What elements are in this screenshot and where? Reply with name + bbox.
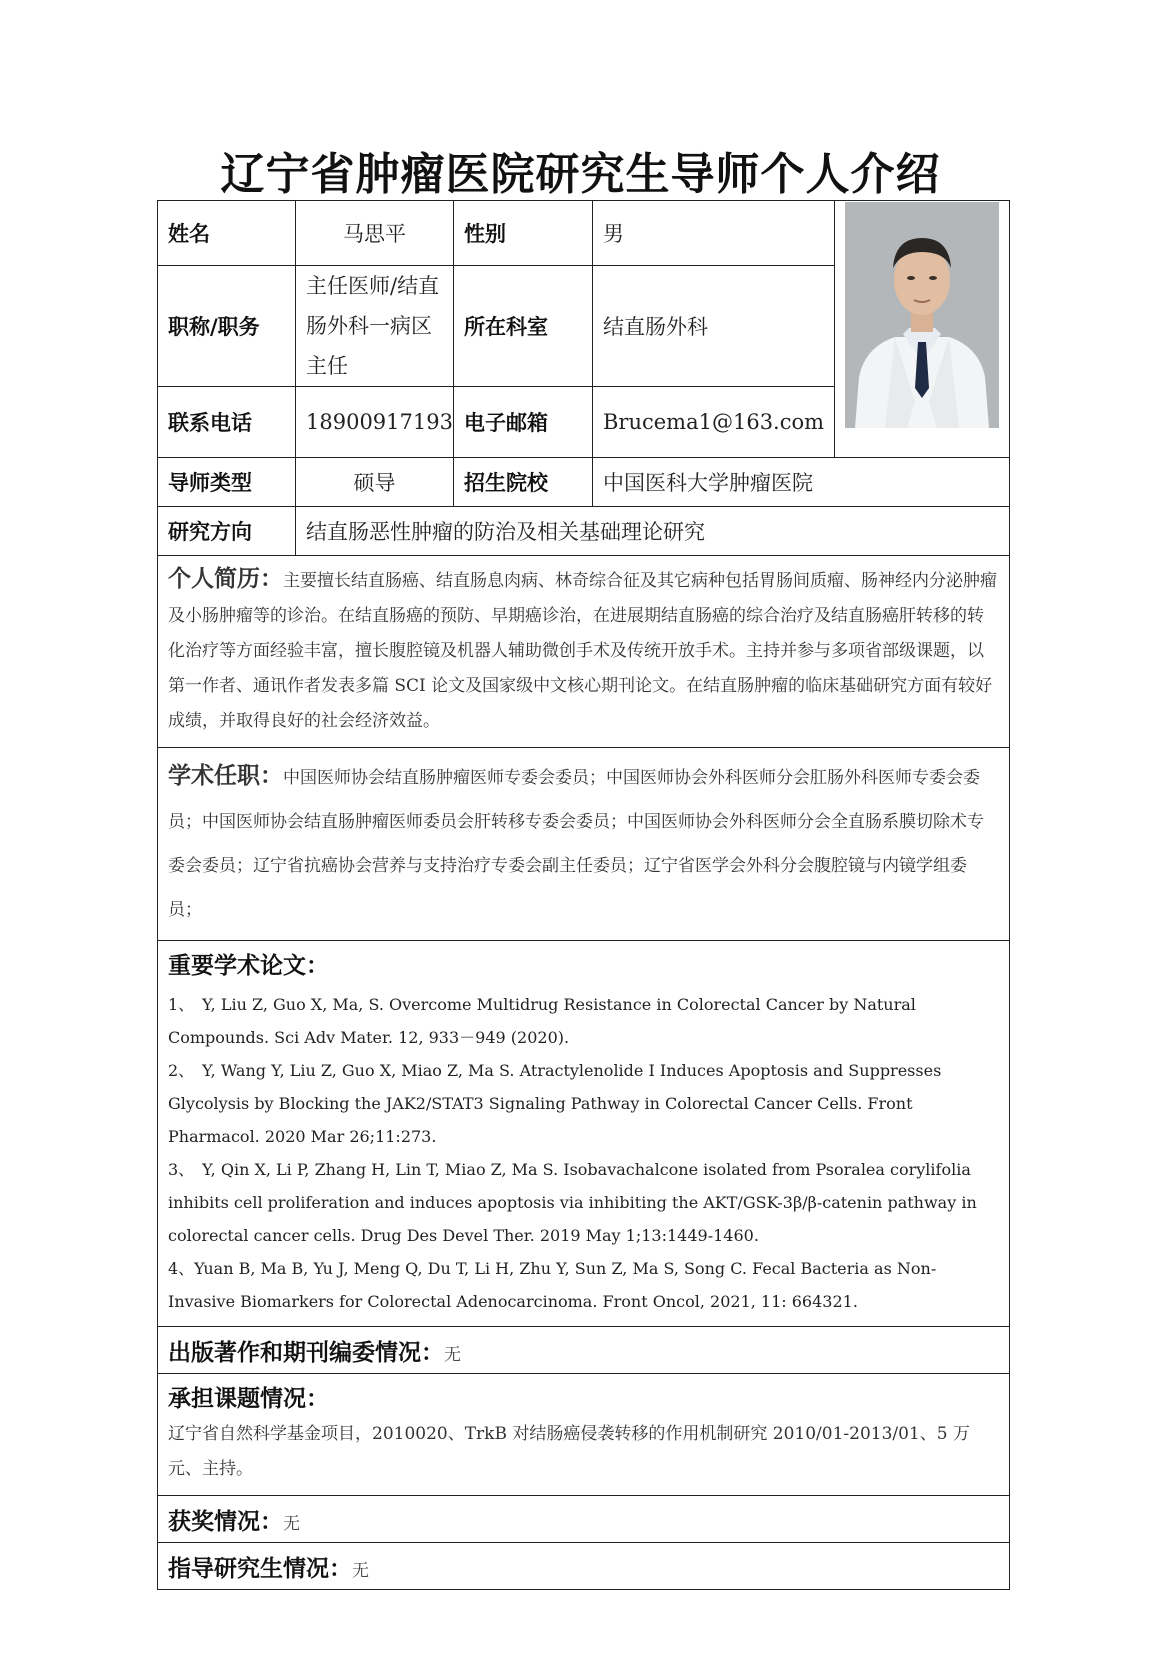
publications-value: 无	[444, 1344, 461, 1365]
awards-label: 获奖情况：	[168, 1508, 283, 1535]
mentor-type-value: 硕导	[296, 458, 454, 507]
projects-section	[158, 1374, 1010, 1496]
row-students	[158, 1543, 1010, 1590]
resume-section	[158, 556, 1010, 748]
students-value: 无	[352, 1560, 369, 1581]
row-resume	[158, 556, 1010, 748]
resume-label: 个人简历：	[168, 566, 283, 592]
publications-label: 出版著作和期刊编委情况：	[168, 1339, 444, 1366]
awards-value: 无	[283, 1513, 300, 1534]
dept-label: 所在科室	[454, 266, 593, 387]
paper-item: 2、 Y, Wang Y, Liu Z, Guo X, Miao Z, Ma S. Atractylenolide I Induces Apoptosis and Suppresses Glycolysis by Blocking the JAK2/STAT3 Signaling Pathway in Colorectal Cancer Cells. Front Pharmacol. 2020 Mar 26;11:273.	[168, 1061, 942, 1146]
research-label: 研究方向	[158, 507, 296, 556]
school-label: 招生院校	[454, 458, 593, 507]
page-title: 辽宁省肿瘤医院研究生导师个人介绍	[220, 149, 941, 200]
row-papers	[158, 941, 1010, 1327]
row-research	[158, 507, 1010, 556]
email-value: Brucema1@163.com	[593, 387, 835, 458]
school-value: 中国医科大学肿瘤医院	[593, 458, 1010, 507]
positions-label: 学术任职：	[168, 763, 283, 789]
row-mentor	[158, 458, 1010, 507]
row-positions	[158, 748, 1010, 941]
title-value: 主任医师/结直肠外科一病区主任	[296, 266, 454, 387]
paper-item: 3、 Y, Qin X, Li P, Zhang H, Lin T, Miao Z, Ma S. Isobavachalcone isolated from Psoralea corylifolia inhibits cell proliferation and induces apoptosis via inhibiting the AKT/GSK-3β/β-catenin pathway in colorectal cancer cells. Drug Des Devel Ther. 2019 May 1;13:1449-1460.	[168, 1160, 977, 1245]
paper-item: 4、Yuan B, Ma B, Yu J, Meng Q, Du T, Li H, Zhu Y, Sun Z, Ma S, Song C. Fecal Bacteria as Non-Invasive Biomarkers for Colorectal Adenocarcinoma. Front Oncol, 2021, 11: 664321.	[168, 1259, 937, 1311]
paper-item: 1、 Y, Liu Z, Guo X, Ma, S. Overcome Multidrug Resistance in Colorectal Cancer by Natural Compounds. Sci Adv Mater. 12, 933－949 (2020).	[168, 995, 916, 1047]
title-label: 职称/职务	[158, 266, 296, 387]
row-publications	[158, 1327, 1010, 1374]
papers-section	[158, 941, 1010, 1327]
dept-value: 结直肠外科	[593, 266, 835, 387]
students-section	[158, 1543, 1010, 1590]
publications-section	[158, 1327, 1010, 1374]
profile-table	[157, 200, 1010, 1590]
row-awards	[158, 1496, 1010, 1543]
awards-section	[158, 1496, 1010, 1543]
gender-label: 性别	[454, 201, 593, 266]
email-label: 电子邮箱	[454, 387, 593, 458]
phone-value: 18900917193	[296, 387, 454, 458]
mentor-type-label: 导师类型	[158, 458, 296, 507]
row-projects	[158, 1374, 1010, 1496]
phone-label: 联系电话	[158, 387, 296, 458]
portrait-photo	[845, 202, 999, 428]
projects-text: 辽宁省自然科学基金项目，2010020、TrkB 对结肠癌侵袭转移的作用机制研究 2010/01-2013/01、5 万元、主持。	[168, 1424, 970, 1479]
resume-text: 主要擅长结直肠癌、结直肠息肉病、林奇综合征及其它病种包括胃肠间质瘤、肠神经内分泌肿瘤及小肠肿瘤等的诊治。在结直肠癌的预防、早期癌诊治，在进展期结直肠癌的综合治疗及结直肠癌肝转移的转化治疗等方面经验丰富，擅长腹腔镜及机器人辅助微创手术及传统开放手术。主持并参与多项省部级课题，以第一作者、通讯作者发表多篇 SCI 论文及国家级中文核心期刊论文。在结直肠肿瘤的临床基础研究方面有较好成绩，并取得良好的社会经济效益。	[168, 571, 997, 731]
gender-value: 男	[593, 201, 835, 266]
positions-text: 中国医师协会结直肠肿瘤医师专委会委员；中国医师协会外科医师分会肛肠外科医师专委会委员；中国医师协会结直肠肿瘤医师委员会肝转移专委会委员；中国医师协会外科医师分会全直肠系膜切除术专委会委员；辽宁省抗癌协会营养与支持治疗专委会副主任委员；辽宁省医学会外科分会腹腔镜与内镜学组委员；	[168, 768, 984, 920]
name-value: 马思平	[296, 201, 454, 266]
papers-label: 重要学术论文：	[168, 953, 329, 979]
research-value: 结直肠恶性肿瘤的防治及相关基础理论研究	[296, 507, 1010, 556]
portrait-illustration	[845, 202, 999, 428]
projects-label: 承担课题情况：	[168, 1386, 329, 1412]
name-label: 姓名	[158, 201, 296, 266]
positions-section	[158, 748, 1010, 941]
row-name	[158, 201, 1010, 266]
students-label: 指导研究生情况：	[168, 1555, 352, 1582]
photo-cell	[835, 201, 1010, 458]
